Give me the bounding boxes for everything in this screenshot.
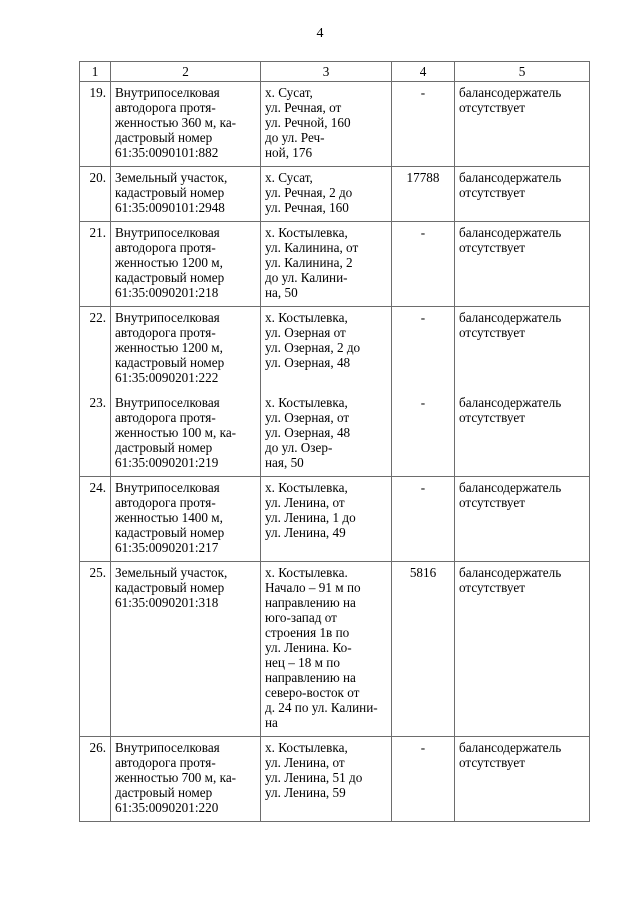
object-description: Земельный участок, кадастровый номер 61:35:0090201:318 [111, 562, 261, 737]
column-header: 3 [261, 62, 392, 82]
balance-holder: балансодержатель отсутствует [455, 167, 590, 222]
object-address: х. Сусат, ул. Речная, 2 до ул. Речная, 160 [261, 167, 392, 222]
object-description: Земельный участок, кадастровый номер 61:35:0090101:2948 [111, 167, 261, 222]
object-area: - [392, 737, 455, 822]
object-area: 17788 [392, 167, 455, 222]
balance-holder: балансодержатель отсутствует [455, 307, 590, 392]
object-description: Внутрипоселковая автодорога протя- женностью 700 м, ка- дастровый номер 61:35:0090201:220 [111, 737, 261, 822]
object-description: Внутрипоселковая автодорога протя- женностью 100 м, ка- дастровый номер 61:35:0090201:219 [111, 392, 261, 477]
object-address: х. Костылевка, ул. Озерная, от ул. Озерная, 48 до ул. Озер- ная, 50 [261, 392, 392, 477]
table-row [80, 82, 590, 167]
balance-holder: балансодержатель отсутствует [455, 222, 590, 307]
balance-holder: балансодержатель отсутствует [455, 737, 590, 822]
object-address: х. Сусат, ул. Речная, от ул. Речной, 160 до ул. Реч- ной, 176 [261, 82, 392, 167]
row-number: 22. [80, 307, 111, 392]
row-number: 26. [80, 737, 111, 822]
table-row [80, 737, 590, 822]
object-area: - [392, 307, 455, 392]
balance-holder: балансодержатель отсутствует [455, 82, 590, 167]
table-row [80, 222, 590, 307]
object-area: - [392, 392, 455, 477]
object-address: х. Костылевка, ул. Ленина, от ул. Ленина, 1 до ул. Ленина, 49 [261, 477, 392, 562]
object-address: х. Костылевка, ул. Ленина, от ул. Ленина, 51 до ул. Ленина, 59 [261, 737, 392, 822]
object-description: Внутрипоселковая автодорога протя- женностью 1400 м, кадастровый номер 61:35:0090201:217 [111, 477, 261, 562]
column-header: 1 [80, 62, 111, 82]
balance-holder: балансодержатель отсутствует [455, 392, 590, 477]
object-description: Внутрипоселковая автодорога протя- женностью 1200 м, кадастровый номер 61:35:0090201:218 [111, 222, 261, 307]
object-area: - [392, 222, 455, 307]
property-registry-table [79, 61, 590, 822]
row-number: 23. [80, 392, 111, 477]
row-number: 19. [80, 82, 111, 167]
balance-holder: балансодержатель отсутствует [455, 477, 590, 562]
table-row [80, 167, 590, 222]
object-description: Внутрипоселковая автодорога протя- женностью 360 м, ка- дастровый номер 61:35:0090101:882 [111, 82, 261, 167]
object-address: х. Костылевка, ул. Калинина, от ул. Калинина, 2 до ул. Калини- на, 50 [261, 222, 392, 307]
table-row [80, 477, 590, 562]
page-number: 4 [316, 26, 324, 41]
object-area: - [392, 82, 455, 167]
column-header: 2 [111, 62, 261, 82]
object-area: 5816 [392, 562, 455, 737]
row-number: 21. [80, 222, 111, 307]
balance-holder: балансодержатель отсутствует [455, 562, 590, 737]
object-description: Внутрипоселковая автодорога протя- женностью 1200 м, кадастровый номер 61:35:0090201:222 [111, 307, 261, 392]
row-number: 25. [80, 562, 111, 737]
table-row [80, 392, 590, 477]
row-number: 24. [80, 477, 111, 562]
table-row [80, 307, 590, 392]
table-row [80, 562, 590, 737]
object-address: х. Костылевка. Начало – 91 м по направлению на юго-запад от строения 1в по ул. Ленина. Ко- нец – 18 м по направлению на северо-восток от д. 24 по ул. Калини- на [261, 562, 392, 737]
object-address: х. Костылевка, ул. Озерная от ул. Озерная, 2 до ул. Озерная, 48 [261, 307, 392, 392]
row-number: 20. [80, 167, 111, 222]
object-area: - [392, 477, 455, 562]
column-number-row [80, 62, 590, 82]
column-header: 5 [455, 62, 590, 82]
column-header: 4 [392, 62, 455, 82]
